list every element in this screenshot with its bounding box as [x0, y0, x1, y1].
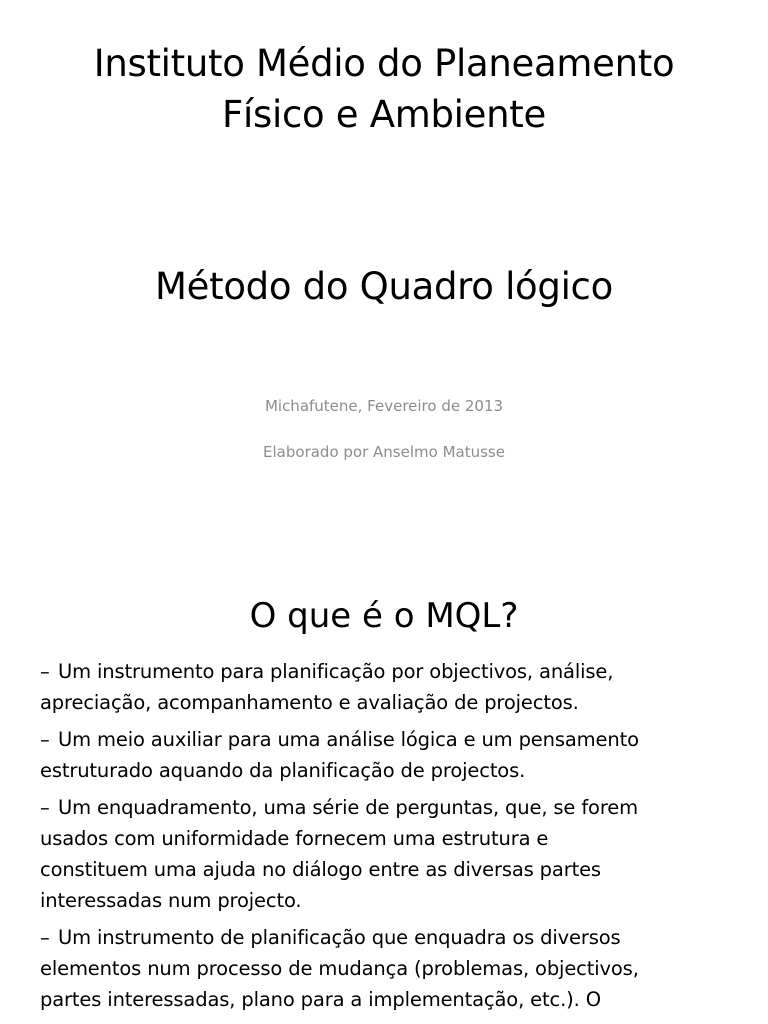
bullet-line: usados com uniformidade fornecem uma estrutura e: [40, 827, 549, 850]
author-line: Elaborado por Anselmo Matusse: [263, 443, 505, 461]
slide-title: O que é o MQL?: [249, 596, 519, 636]
bullet-item: [40, 656, 740, 718]
institute-title-line1: Instituto Médio do Planeamento: [93, 42, 675, 85]
bullet-line: elementos num processo de mudança (problemas, objectivos,: [40, 957, 639, 980]
method-title: Método do Quadro lógico: [155, 265, 613, 308]
bullet-item: [40, 724, 740, 786]
bullet-line: Um enquadramento, uma série de perguntas, que, se forem: [58, 796, 638, 819]
bullet-line: partes interessadas, plano para a implementação, etc.). O: [40, 988, 601, 1011]
dash-icon: –: [40, 728, 50, 751]
bullet-list: [40, 656, 740, 1021]
bullet-line: constituem uma ajuda no diálogo entre as diversas partes: [40, 858, 601, 881]
bullet-item: [40, 922, 740, 1015]
bullet-line: apreciação, acompanhamento e avaliação de projectos.: [40, 691, 579, 714]
bullet-line: Um instrumento para planificação por objectivos, análise,: [58, 660, 614, 683]
dash-icon: –: [40, 926, 50, 949]
bullet-line: interessadas num projecto.: [40, 889, 302, 912]
bullet-item: [40, 792, 740, 916]
bullet-line: Um instrumento de planificação que enquadra os diversos: [58, 926, 621, 949]
institute-title: [0, 38, 768, 140]
dash-icon: –: [40, 660, 50, 683]
content-slide: [0, 560, 768, 1024]
date-line: Michafutene, Fevereiro de 2013: [264, 397, 504, 415]
bullet-line: Um meio auxiliar para uma análise lógica e um pensamento: [58, 728, 639, 751]
bullet-line: estruturado aquando da planificação de projectos.: [40, 759, 526, 782]
dash-icon: –: [40, 796, 50, 819]
institute-title-line2: Físico e Ambiente: [222, 93, 546, 136]
